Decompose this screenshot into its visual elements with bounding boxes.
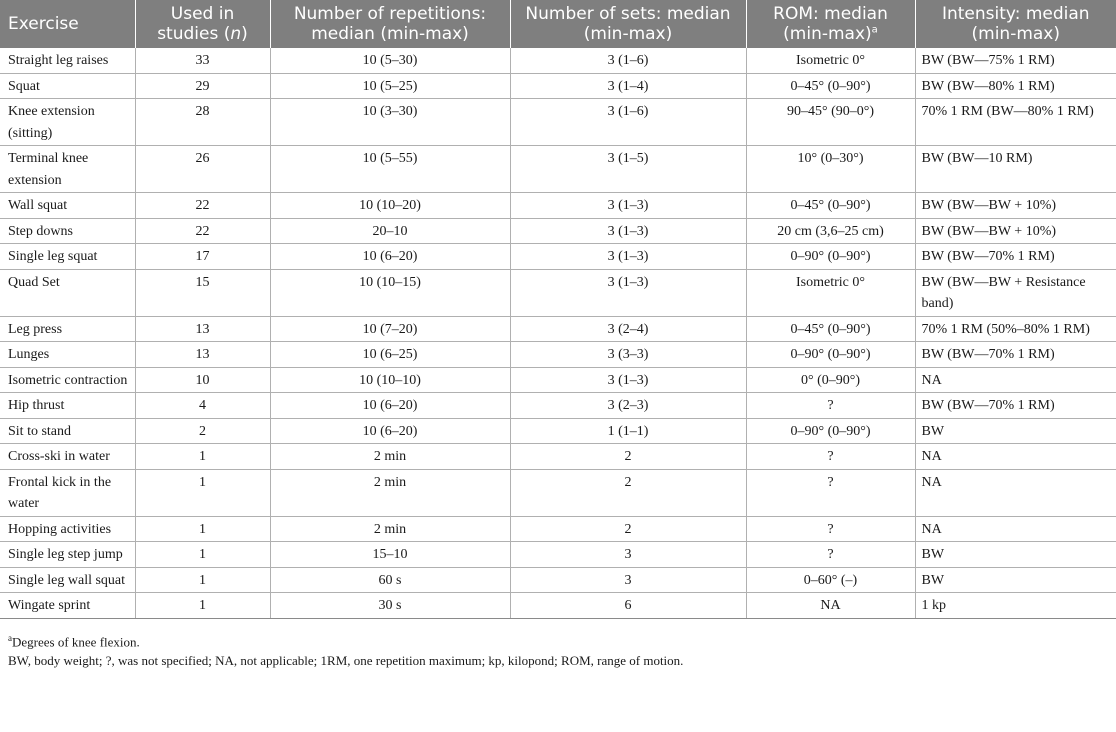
table-row xyxy=(0,542,1116,568)
cell-rom: 0–90° (0–90°) xyxy=(746,244,915,270)
cell-repetitions: 10 (7–20) xyxy=(270,316,510,342)
cell-intensity: 70% 1 RM (BW—80% 1 RM) xyxy=(915,99,1116,146)
table-row xyxy=(0,218,1116,244)
header-intensity: Intensity: median (min-max) xyxy=(915,0,1116,48)
cell-intensity: BW (BW—75% 1 RM) xyxy=(915,48,1116,73)
table-row xyxy=(0,593,1116,619)
cell-repetitions: 10 (5–55) xyxy=(270,146,510,193)
cell-repetitions: 10 (5–30) xyxy=(270,48,510,73)
table-body xyxy=(0,48,1116,618)
header-sets: Number of sets: median (min-max) xyxy=(510,0,746,48)
cell-sets: 2 xyxy=(510,516,746,542)
cell-used-in-studies: 22 xyxy=(135,193,270,219)
cell-sets: 3 (1–4) xyxy=(510,73,746,99)
cell-exercise: Quad Set xyxy=(0,269,135,316)
cell-used-in-studies: 1 xyxy=(135,593,270,619)
cell-intensity: BW (BW—BW + 10%) xyxy=(915,193,1116,219)
table-row xyxy=(0,342,1116,368)
cell-rom: Isometric 0° xyxy=(746,48,915,73)
cell-rom: 10° (0–30°) xyxy=(746,146,915,193)
cell-intensity: BW xyxy=(915,567,1116,593)
cell-intensity: BW (BW—BW + Resistance band) xyxy=(915,269,1116,316)
cell-intensity: 70% 1 RM (50%–80% 1 RM) xyxy=(915,316,1116,342)
cell-rom: 0–45° (0–90°) xyxy=(746,193,915,219)
cell-rom: NA xyxy=(746,593,915,619)
cell-used-in-studies: 22 xyxy=(135,218,270,244)
cell-exercise: Isometric contraction xyxy=(0,367,135,393)
cell-rom: 90–45° (90–0°) xyxy=(746,99,915,146)
cell-exercise: Knee extension (sitting) xyxy=(0,99,135,146)
cell-rom: 0° (0–90°) xyxy=(746,367,915,393)
cell-rom: ? xyxy=(746,516,915,542)
cell-exercise: Squat xyxy=(0,73,135,99)
cell-used-in-studies: 15 xyxy=(135,269,270,316)
cell-exercise: Single leg step jump xyxy=(0,542,135,568)
footnote-abbreviations: BW, body weight; ?, was not specified; NA, not applicable; 1RM, one repetition maximum; kp, kilopond; ROM, range of motion. xyxy=(8,652,684,668)
cell-rom: ? xyxy=(746,393,915,419)
cell-exercise: Wingate sprint xyxy=(0,593,135,619)
cell-exercise: Terminal knee extension xyxy=(0,146,135,193)
cell-sets: 3 (1–3) xyxy=(510,244,746,270)
cell-intensity: 1 kp xyxy=(915,593,1116,619)
cell-intensity: BW (BW—80% 1 RM) xyxy=(915,73,1116,99)
header-used-in-studies: Used in studies (n) xyxy=(135,0,270,48)
cell-repetitions: 20–10 xyxy=(270,218,510,244)
cell-intensity: BW xyxy=(915,542,1116,568)
cell-sets: 3 (1–5) xyxy=(510,146,746,193)
cell-sets: 3 xyxy=(510,567,746,593)
cell-exercise: Leg press xyxy=(0,316,135,342)
cell-sets: 3 xyxy=(510,542,746,568)
cell-sets: 3 (3–3) xyxy=(510,342,746,368)
table-row xyxy=(0,244,1116,270)
cell-repetitions: 15–10 xyxy=(270,542,510,568)
cell-repetitions: 10 (6–20) xyxy=(270,418,510,444)
cell-exercise: Single leg wall squat xyxy=(0,567,135,593)
cell-used-in-studies: 17 xyxy=(135,244,270,270)
cell-intensity: BW xyxy=(915,418,1116,444)
cell-exercise: Frontal kick in the water xyxy=(0,469,135,516)
table-row xyxy=(0,393,1116,419)
header-rom: ROM: median $(\min-\max)^a$ xyxy=(746,0,915,48)
cell-intensity: NA xyxy=(915,444,1116,470)
cell-repetitions: 10 (10–20) xyxy=(270,193,510,219)
cell-sets: 6 xyxy=(510,593,746,619)
cell-used-in-studies: 13 xyxy=(135,316,270,342)
cell-intensity: BW (BW—70% 1 RM) xyxy=(915,244,1116,270)
cell-sets: 3 (1–6) xyxy=(510,99,746,146)
cell-rom: 0–45° (0–90°) xyxy=(746,73,915,99)
cell-intensity: BW (BW—70% 1 RM) xyxy=(915,393,1116,419)
cell-sets: 3 (1–3) xyxy=(510,193,746,219)
cell-intensity: NA xyxy=(915,469,1116,516)
cell-repetitions: 10 (3–30) xyxy=(270,99,510,146)
cell-intensity: NA xyxy=(915,367,1116,393)
cell-rom: 20 cm (3,6–25 cm) xyxy=(746,218,915,244)
cell-exercise: Cross-ski in water xyxy=(0,444,135,470)
cell-exercise: Hopping activities xyxy=(0,516,135,542)
cell-used-in-studies: 2 xyxy=(135,418,270,444)
cell-sets: 1 (1–1) xyxy=(510,418,746,444)
cell-repetitions: 10 (6–25) xyxy=(270,342,510,368)
table-row xyxy=(0,269,1116,316)
table-row xyxy=(0,567,1116,593)
cell-exercise: Wall squat xyxy=(0,193,135,219)
cell-exercise: Sit to stand xyxy=(0,418,135,444)
cell-used-in-studies: 1 xyxy=(135,516,270,542)
cell-used-in-studies: 1 xyxy=(135,567,270,593)
cell-sets: 3 (1–6) xyxy=(510,48,746,73)
cell-sets: 2 xyxy=(510,469,746,516)
cell-sets: 3 (1–3) xyxy=(510,367,746,393)
cell-rom: 0–90° (0–90°) xyxy=(746,342,915,368)
cell-used-in-studies: 28 xyxy=(135,99,270,146)
cell-exercise: Single leg squat xyxy=(0,244,135,270)
cell-repetitions: 10 (6–20) xyxy=(270,244,510,270)
cell-repetitions: 30 s xyxy=(270,593,510,619)
table-row xyxy=(0,418,1116,444)
table-row xyxy=(0,99,1116,146)
cell-used-in-studies: 29 xyxy=(135,73,270,99)
cell-used-in-studies: 1 xyxy=(135,542,270,568)
cell-intensity: NA xyxy=(915,516,1116,542)
table-row xyxy=(0,146,1116,193)
cell-repetitions: 2 min xyxy=(270,516,510,542)
cell-intensity: BW (BW—70% 1 RM) xyxy=(915,342,1116,368)
table-row xyxy=(0,73,1116,99)
cell-used-in-studies: 1 xyxy=(135,444,270,470)
header-repetitions: Number of repetitions: median (min-max) xyxy=(270,0,510,48)
footnote-a: $^a$Degrees of knee flexion. xyxy=(8,632,140,649)
cell-repetitions: 10 (6–20) xyxy=(270,393,510,419)
cell-used-in-studies: 4 xyxy=(135,393,270,419)
cell-exercise: Step downs xyxy=(0,218,135,244)
cell-repetitions: 10 (10–15) xyxy=(270,269,510,316)
header-row xyxy=(0,0,1116,48)
cell-sets: 3 (1–3) xyxy=(510,218,746,244)
cell-used-in-studies: 1 xyxy=(135,469,270,516)
cell-repetitions: 10 (10–10) xyxy=(270,367,510,393)
cell-used-in-studies: 26 xyxy=(135,146,270,193)
cell-sets: 3 (2–4) xyxy=(510,316,746,342)
table-row xyxy=(0,516,1116,542)
cell-repetitions: 2 min xyxy=(270,469,510,516)
cell-rom: 0–60° (–) xyxy=(746,567,915,593)
table-row xyxy=(0,469,1116,516)
cell-sets: 2 xyxy=(510,444,746,470)
cell-used-in-studies: 33 xyxy=(135,48,270,73)
cell-rom: ? xyxy=(746,444,915,470)
cell-repetitions: 10 (5–25) xyxy=(270,73,510,99)
cell-rom: ? xyxy=(746,469,915,516)
table-row xyxy=(0,367,1116,393)
cell-rom: Isometric 0° xyxy=(746,269,915,316)
cell-used-in-studies: 13 xyxy=(135,342,270,368)
table-header xyxy=(0,0,1116,48)
table-row xyxy=(0,316,1116,342)
cell-intensity: BW (BW—BW + 10%) xyxy=(915,218,1116,244)
cell-exercise: Lunges xyxy=(0,342,135,368)
table-row xyxy=(0,193,1116,219)
cell-exercise: Straight leg raises xyxy=(0,48,135,73)
table-row xyxy=(0,444,1116,470)
cell-sets: 3 (1–3) xyxy=(510,269,746,316)
cell-rom: ? xyxy=(746,542,915,568)
cell-used-in-studies: 10 xyxy=(135,367,270,393)
table-row xyxy=(0,48,1116,73)
cell-rom: 0–45° (0–90°) xyxy=(746,316,915,342)
cell-repetitions: 2 min xyxy=(270,444,510,470)
cell-rom: 0–90° (0–90°) xyxy=(746,418,915,444)
cell-repetitions: 60 s xyxy=(270,567,510,593)
header-exercise: Exercise xyxy=(0,0,135,48)
cell-intensity: BW (BW—10 RM) xyxy=(915,146,1116,193)
cell-exercise: Hip thrust xyxy=(0,393,135,419)
cell-sets: 3 (2–3) xyxy=(510,393,746,419)
